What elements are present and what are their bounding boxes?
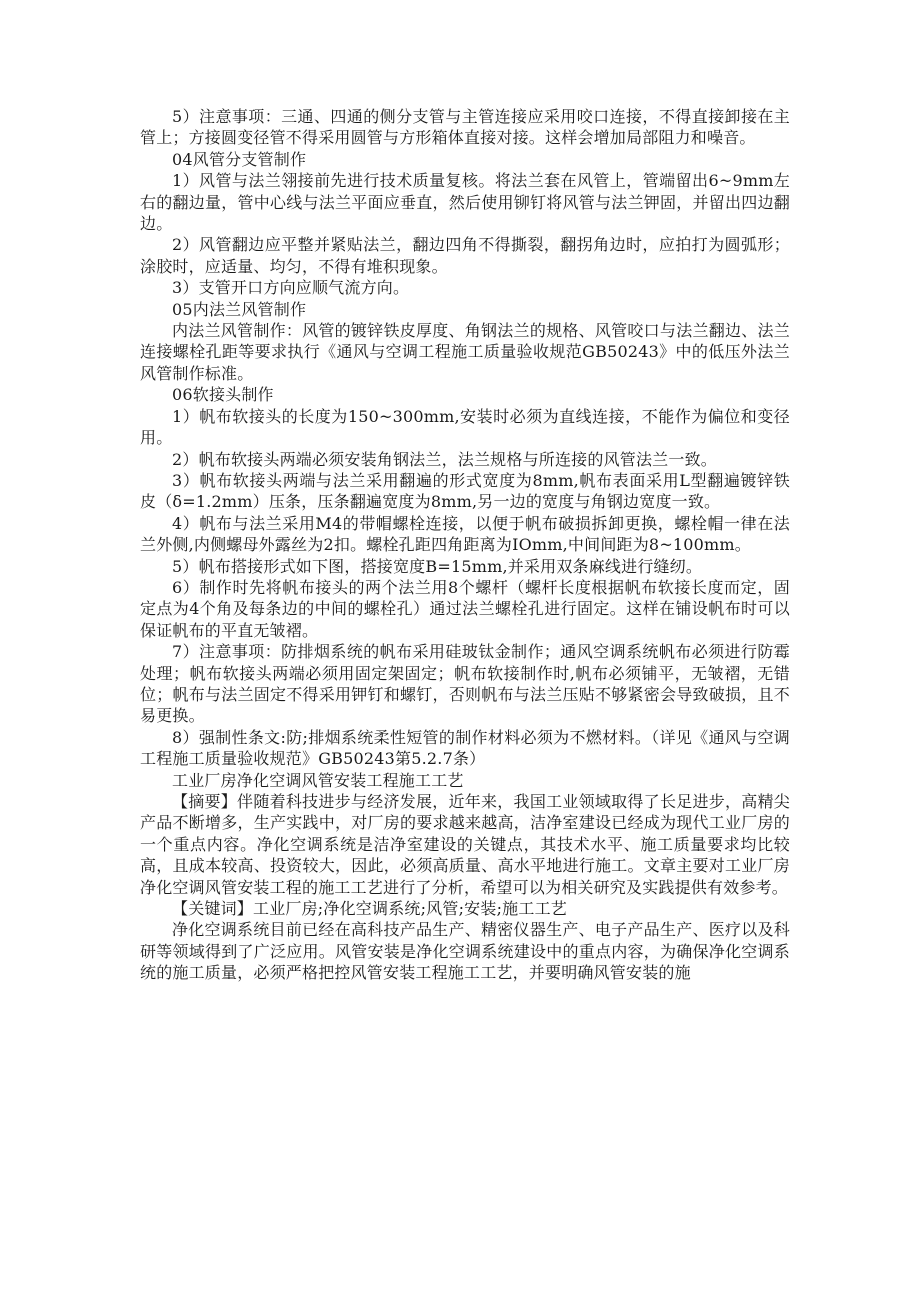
paragraph-04-item-2: 2）风管翻边应平整并紧贴法兰，翻边四角不得撕裂，翻拐角边时，应拍打为圆弧形；涂胶时，应适量、均匀，不得有堆积现象。 — [140, 235, 790, 276]
intro-paragraph: 净化空调系统目前已经在高科技产品生产、精密仪器生产、电子产品生产、医疗以及科研等领域得到了广泛应用。风管安装是净化空调系统建设中的重点内容，为确保净化空调系统的施工质量，必须严格把控风管安装工程施工工艺，并要明确风管安装的施 — [140, 920, 790, 983]
section-heading-04: 04风管分支管制作 — [172, 149, 307, 169]
paragraph-04-item-1: 1）风管与法兰翎接前先进行技术质量复核。将法兰套在风管上，管端留出6~9mm左右的翻边量，管中心线与法兰平面应垂直，然后使用铆钉将风管与法兰钾固，并留出四边翻边。 — [140, 171, 790, 234]
paragraph-06-item-4: 4）帆布与法兰采用M4的带帽螺栓连接，以便于帆布破损拆卸更换，螺栓帽一律在法兰外侧,内侧螺母外露丝为2扣。螺栓孔距四角距离为IOmm,中间间距为8~100mm。 — [140, 513, 790, 555]
paragraph-06-item-6: 6）制作时先将帆布接头的两个法兰用8个螺杆（螺杆长度根据帆布软接长度而定，固定点为4个角及每条边的中间的螺栓孔）通过法兰螺栓孔进行固定。这样在铺设帆布时可以保证帆布的平直无皱褶。 — [140, 577, 790, 640]
paragraph-note-5-tee: 5）注意事项：三通、四通的侧分支管与主管连接应采用咬口连接，不得直接卸接在主管上；方接圆变径管不得采用圆管与方形箱体直接对接。这样会增加局部阻力和噪音。 — [140, 107, 790, 148]
paragraph-06-item-7: 7）注意事项：防排烟系统的帆布采用硅玻钛金制作；通风空调系统帆布必须进行防霉处理；帆布软接头两端必须用固定架固定；帆布软接制作时,帆布必须铺平，无皱褶，无错位；帆布与法兰固定不得采用钾钉和螺钉，否则帆布与法兰压贴不够紧密会导致破损，且不易更换。 — [140, 642, 790, 726]
paragraph-06-item-1: 1）帆布软接头的长度为150~300mm,安装时必须为直线连接，不能作为偏位和变径用。 — [140, 406, 790, 448]
keywords-paragraph: 【关键词】工业厂房;净化空调系统;风管;安装;施工工艺 — [172, 899, 567, 919]
paragraph-04-item-3: 3）支管开口方向应顺气流方向。 — [172, 278, 410, 298]
paragraph-05-body: 内法兰风管制作：风管的镀锌铁皮厚度、角钢法兰的规格、风管咬口与法兰翻边、法兰连接螺栓孔距等要求执行《通风与空调工程施工质量验收规范GB50243》中的低压外法兰风管制作标准。 — [140, 321, 790, 383]
abstract-paragraph: 【摘要】伴随着科技进步与经济发展，近年来，我国工业领域取得了长足进步，高精尖产品不断增多，生产实践中，对厂房的要求越来越高，洁净室建设已经成为现代工业厂房的一个重点内容。净化空调系统是洁净室建设的关键点，其技术水平、施工质量要求均比较高，且成本较高、投资较大，因此，必须高质量、高水平地进行施工。文章主要对工业厂房净化空调风管安装工程的施工工艺进行了分析，希望可以为相关研究及实践提供有效参考。 — [140, 792, 790, 897]
paragraph-06-item-5: 5）帆布搭接形式如下图，搭接宽度B=15mm,并采用双条麻线进行缝纫。 — [172, 556, 703, 576]
paragraph-06-item-8: 8）强制性条文:防;排烟系统柔性短管的制作材料必须为不燃材料。（详见《通风与空调工程施工质量验收规范》GB50243第5.2.7条） — [140, 727, 790, 769]
section-heading-05: 05内法兰风管制作 — [172, 299, 307, 319]
document-body — [140, 106, 790, 984]
paragraph-06-item-3: 3）帆布软接头两端与法兰采用翻遍的形式宽度为8mm,帆布表面采用L型翻遍镀锌铁皮（δ=1.2mm）压条，压条翻遍宽度为8mm,另一边的宽度与角钢边宽度一致。 — [140, 470, 790, 512]
article-title: 工业厂房净化空调风管安装工程施工工艺 — [172, 770, 464, 790]
section-heading-06: 06软接头制作 — [172, 385, 274, 405]
paragraph-06-item-2: 2）帆布软接头两端必须安装角钢法兰，法兰规格与所连接的风管法兰一致。 — [172, 449, 717, 469]
